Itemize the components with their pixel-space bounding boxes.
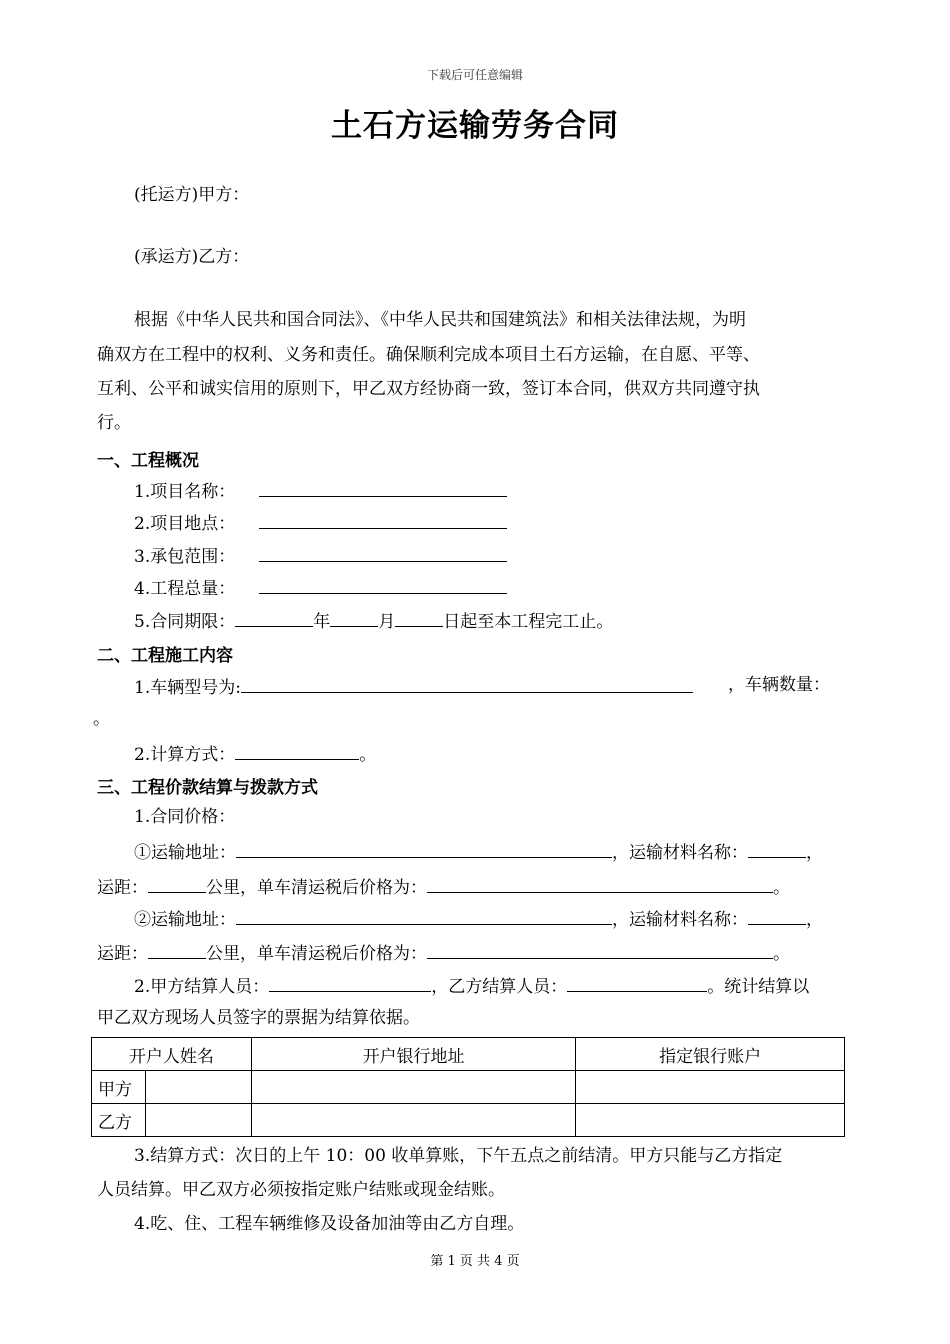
intro-line-4: 行。 [97, 413, 131, 433]
project-location-blank[interactable] [259, 510, 507, 529]
calc-method-end: 。 [359, 745, 377, 765]
vehicle-count-label: ，车辆数量： [728, 675, 830, 695]
vehicle-model-blank[interactable] [241, 674, 693, 693]
party-b-cell: 乙方 [92, 1104, 146, 1137]
settler-a-blank[interactable] [269, 973, 431, 992]
distance-2-label: 运距： [97, 944, 148, 964]
contract-scope-row [134, 543, 507, 568]
project-location-row [134, 510, 507, 535]
page-footer: 第 1 页 共 4 页 [430, 1254, 520, 1269]
distance-1-blank[interactable] [148, 874, 206, 893]
account-holder-header: 开户人姓名 [92, 1038, 252, 1071]
party-b-bank-address-cell[interactable] [251, 1104, 576, 1137]
contract-period-row [134, 608, 613, 633]
vehicle-count-end: 。 [93, 709, 110, 729]
party-b-label: (承运方)乙方： [134, 247, 250, 267]
comma-1: ， [806, 843, 823, 863]
intro-line-3: 互利、公平和诚实信用的原则下，甲乙双方经协商一致，签订本合同，供双方共同遵守执 [97, 379, 760, 399]
section-3-heading: 三、工程价款结算与拨款方式 [97, 778, 318, 798]
vehicle-row [134, 674, 693, 699]
settler-b-blank[interactable] [567, 973, 707, 992]
transport-address-1-blank[interactable] [236, 839, 612, 858]
contract-scope-blank[interactable] [259, 543, 507, 562]
contract-price-label: 1.合同价格： [134, 807, 236, 827]
party-a-label: (托运方)甲方： [134, 185, 250, 205]
calc-method-label: 2.计算方式： [134, 745, 236, 765]
material-name-2-blank[interactable] [748, 906, 806, 925]
party-a-cell: 甲方 [92, 1071, 146, 1104]
price-2-end: 。 [773, 944, 790, 964]
intro-line-1: 根据《中华人民共和国合同法》、《中华人民共和国建筑法》和相关法律法规，为明 [134, 310, 746, 330]
period-day-label: 日起至本工程完工止。 [443, 612, 614, 632]
total-quantity-blank[interactable] [259, 575, 507, 594]
calc-method-blank[interactable] [235, 741, 359, 760]
vehicle-model-label: 1.车辆型号为: [134, 678, 241, 698]
distance-2-blank[interactable] [148, 940, 206, 959]
settlement-basis-line: 甲乙双方现场人员签字的票据为结算依据。 [97, 1008, 420, 1028]
transport-address-1-row [134, 839, 823, 864]
settler-b-label: ，乙方结算人员： [431, 977, 568, 997]
bank-account-table [91, 1037, 845, 1137]
contract-title: 土石方运输劳务合同 [331, 108, 619, 144]
bank-address-header: 开户银行地址 [251, 1038, 576, 1071]
price-1-label: 公里，单车清运税后价格为： [206, 878, 427, 898]
settlement-method-line-1: 3.结算方式：次日的上午 10：00 收单算账，下午五点之前结清。甲方只能与乙方指定 [134, 1146, 783, 1166]
party-a-bank-account-cell[interactable] [576, 1071, 845, 1104]
settlement-basis-start: 。统计结算以 [707, 977, 810, 997]
price-2-blank[interactable] [427, 940, 773, 959]
period-year-blank[interactable] [235, 608, 313, 627]
settlement-method-line-2: 人员结算。甲乙双方必须按指定账户结账或现金结账。 [97, 1180, 505, 1200]
table-row [92, 1104, 845, 1137]
page-header: 下载后可任意编辑 [426, 68, 523, 82]
transport-address-2-row [134, 906, 823, 931]
settler-a-label: 2.甲方结算人员： [134, 977, 270, 997]
price-1-end: 。 [773, 878, 790, 898]
price-2-label: 公里，单车清运税后价格为： [206, 944, 427, 964]
section-1-heading: 一、工程概况 [97, 451, 199, 471]
contract-scope-label: 3.承包范围： [134, 547, 236, 567]
material-name-1-blank[interactable] [748, 839, 806, 858]
period-day-blank[interactable] [395, 608, 443, 627]
bank-account-header: 指定银行账户 [576, 1038, 845, 1071]
table-header-row [92, 1038, 845, 1071]
table-row [92, 1071, 845, 1104]
section-2-heading: 二、工程施工内容 [97, 646, 233, 666]
distance-1-label: 运距： [97, 878, 148, 898]
period-month-label: 月 [378, 612, 396, 632]
calc-method-row [134, 741, 376, 766]
price-1-blank[interactable] [427, 874, 773, 893]
contract-period-label: 5.合同期限： [134, 612, 236, 632]
settlement-personnel-row [134, 973, 809, 998]
distance-2-row [97, 940, 790, 965]
transport-address-1-label: ①运输地址： [134, 843, 236, 863]
material-name-1-label: ，运输材料名称： [612, 843, 748, 863]
intro-line-2: 确双方在工程中的权利、义务和责任。确保顺利完成本项目土石方运输，在自愿、平等、 [97, 345, 760, 365]
project-name-label: 1.项目名称： [134, 482, 236, 502]
transport-address-2-label: ②运输地址： [134, 910, 236, 930]
party-b-holder-cell[interactable] [145, 1104, 251, 1137]
project-name-row [134, 478, 507, 503]
comma-2: ， [806, 910, 823, 930]
project-name-blank[interactable] [259, 478, 507, 497]
distance-1-row [97, 874, 790, 899]
item-4-line: 4.吃、住、工程车辆维修及设备加油等由乙方自理。 [134, 1214, 525, 1234]
material-name-2-label: ，运输材料名称： [612, 910, 748, 930]
period-year-label: 年 [313, 612, 331, 632]
party-b-bank-account-cell[interactable] [576, 1104, 845, 1137]
project-location-label: 2.项目地点： [134, 514, 236, 534]
party-a-holder-cell[interactable] [145, 1071, 251, 1104]
total-quantity-label: 4.工程总量： [134, 579, 236, 599]
period-month-blank[interactable] [330, 608, 378, 627]
transport-address-2-blank[interactable] [236, 906, 612, 925]
total-quantity-row [134, 575, 507, 600]
party-a-bank-address-cell[interactable] [251, 1071, 576, 1104]
